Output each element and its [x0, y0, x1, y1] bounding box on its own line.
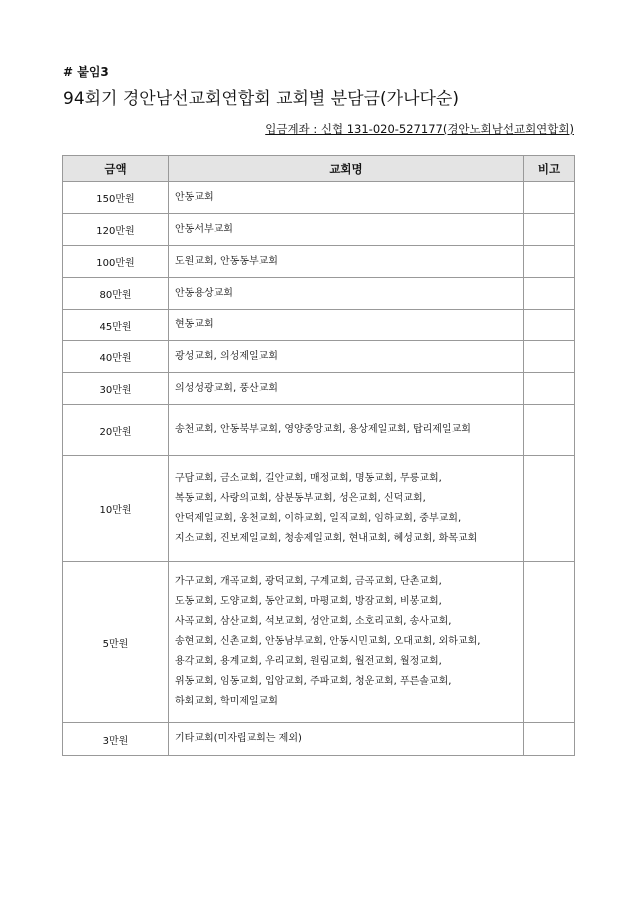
- church-names-line: 사곡교회, 삼산교회, 석보교회, 성안교회, 소호리교회, 송사교회,: [175, 616, 452, 627]
- table-row: [63, 246, 575, 278]
- church-names-cell: [169, 456, 524, 562]
- table-row: [63, 214, 575, 246]
- amount-cell: 80만원: [63, 278, 169, 310]
- church-names-line: 송현교회, 신촌교회, 안동남부교회, 안동시민교회, 오대교회, 외하교회,: [175, 636, 481, 647]
- amount-cell: 3만원: [63, 723, 169, 756]
- table-row: [63, 182, 575, 214]
- church-names-line: 구담교회, 금소교회, 길안교회, 매정교회, 명동교회, 무릉교회,: [175, 472, 442, 484]
- table-row: [63, 723, 575, 756]
- remarks-cell: [524, 405, 575, 456]
- amount-cell: 10만원: [63, 456, 169, 562]
- church-names-cell: [169, 723, 524, 756]
- church-names-line: 용각교회, 용계교회, 우리교회, 원림교회, 월전교회, 월정교회,: [175, 656, 442, 667]
- church-names-line: 안동교회: [175, 191, 214, 203]
- church-names-line: 안동서부교회: [175, 223, 233, 235]
- remarks-cell: [524, 341, 575, 373]
- church-names-cell: [169, 214, 524, 246]
- church-names-cell: [169, 405, 524, 456]
- church-names-cell: [169, 562, 524, 723]
- remarks-cell: [524, 246, 575, 278]
- bank-account-info: 입금계좌 : 신협 131-020-527177(경안노회남선교회연합회): [265, 122, 574, 136]
- table-row: [63, 278, 575, 310]
- document-title: 94회기 경안남선교회연합회 교회별 분담금(가나다순): [63, 89, 459, 109]
- church-names-line: 안동용상교회: [175, 287, 233, 299]
- church-names-cell: [169, 310, 524, 341]
- header-remarks: 비고: [524, 156, 575, 182]
- header-amount: 금액: [63, 156, 169, 182]
- church-names-cell: [169, 246, 524, 278]
- church-names-line: 안덕제일교회, 옹천교회, 이하교회, 일직교회, 임하교회, 중부교회,: [175, 512, 462, 524]
- church-names-line: 현동교회: [175, 319, 214, 330]
- church-names-cell: [169, 278, 524, 310]
- church-names-line: 송천교회, 안동북부교회, 영양중앙교회, 용상제일교회, 탑리제일교회: [175, 424, 471, 435]
- contribution-table: [62, 155, 575, 756]
- amount-cell: 150만원: [63, 182, 169, 214]
- church-names-cell: [169, 341, 524, 373]
- table-row: [63, 341, 575, 373]
- table-row: [63, 405, 575, 456]
- church-names-line: 하회교회, 학미제일교회: [175, 696, 278, 707]
- amount-cell: 30만원: [63, 373, 169, 405]
- remarks-cell: [524, 278, 575, 310]
- church-names-line: 의성성광교회, 풍산교회: [175, 382, 278, 394]
- church-names-line: 지소교회, 진보제일교회, 청송제일교회, 현내교회, 혜성교회, 화목교회: [175, 532, 478, 544]
- church-names-line: 도동교회, 도양교회, 동안교회, 마평교회, 방잠교회, 비봉교회,: [175, 596, 442, 607]
- amount-cell: 100만원: [63, 246, 169, 278]
- amount-cell: 45만원: [63, 310, 169, 341]
- church-names-line: 위동교회, 임동교회, 입암교회, 주파교회, 청운교회, 푸른솔교회,: [175, 676, 452, 687]
- remarks-cell: [524, 723, 575, 756]
- amount-cell: 5만원: [63, 562, 169, 723]
- church-names-line: 도원교회, 안동동부교회: [175, 255, 278, 267]
- remarks-cell: [524, 456, 575, 562]
- amount-cell: 40만원: [63, 341, 169, 373]
- table-row: [63, 373, 575, 405]
- amount-cell: 20만원: [63, 405, 169, 456]
- remarks-cell: [524, 373, 575, 405]
- remarks-cell: [524, 562, 575, 723]
- church-names-line: 광성교회, 의성제일교회: [175, 350, 278, 362]
- table-row: [63, 456, 575, 562]
- remarks-cell: [524, 214, 575, 246]
- table-row: [63, 310, 575, 341]
- table-row: [63, 562, 575, 723]
- church-names-cell: [169, 373, 524, 405]
- table-header-row: [63, 156, 575, 182]
- church-names-cell: [169, 182, 524, 214]
- church-names-line: 기타교회(미자립교회는 제외): [175, 733, 302, 744]
- annex-label: # 붙임3: [63, 65, 109, 79]
- church-names-line: 가구교회, 개곡교회, 광덕교회, 구계교회, 금곡교회, 단촌교회,: [175, 576, 442, 587]
- remarks-cell: [524, 182, 575, 214]
- church-names-line: 복동교회, 사랑의교회, 삼분동부교회, 성은교회, 신덕교회,: [175, 492, 426, 504]
- amount-cell: 120만원: [63, 214, 169, 246]
- remarks-cell: [524, 310, 575, 341]
- header-church-name: 교회명: [169, 156, 524, 182]
